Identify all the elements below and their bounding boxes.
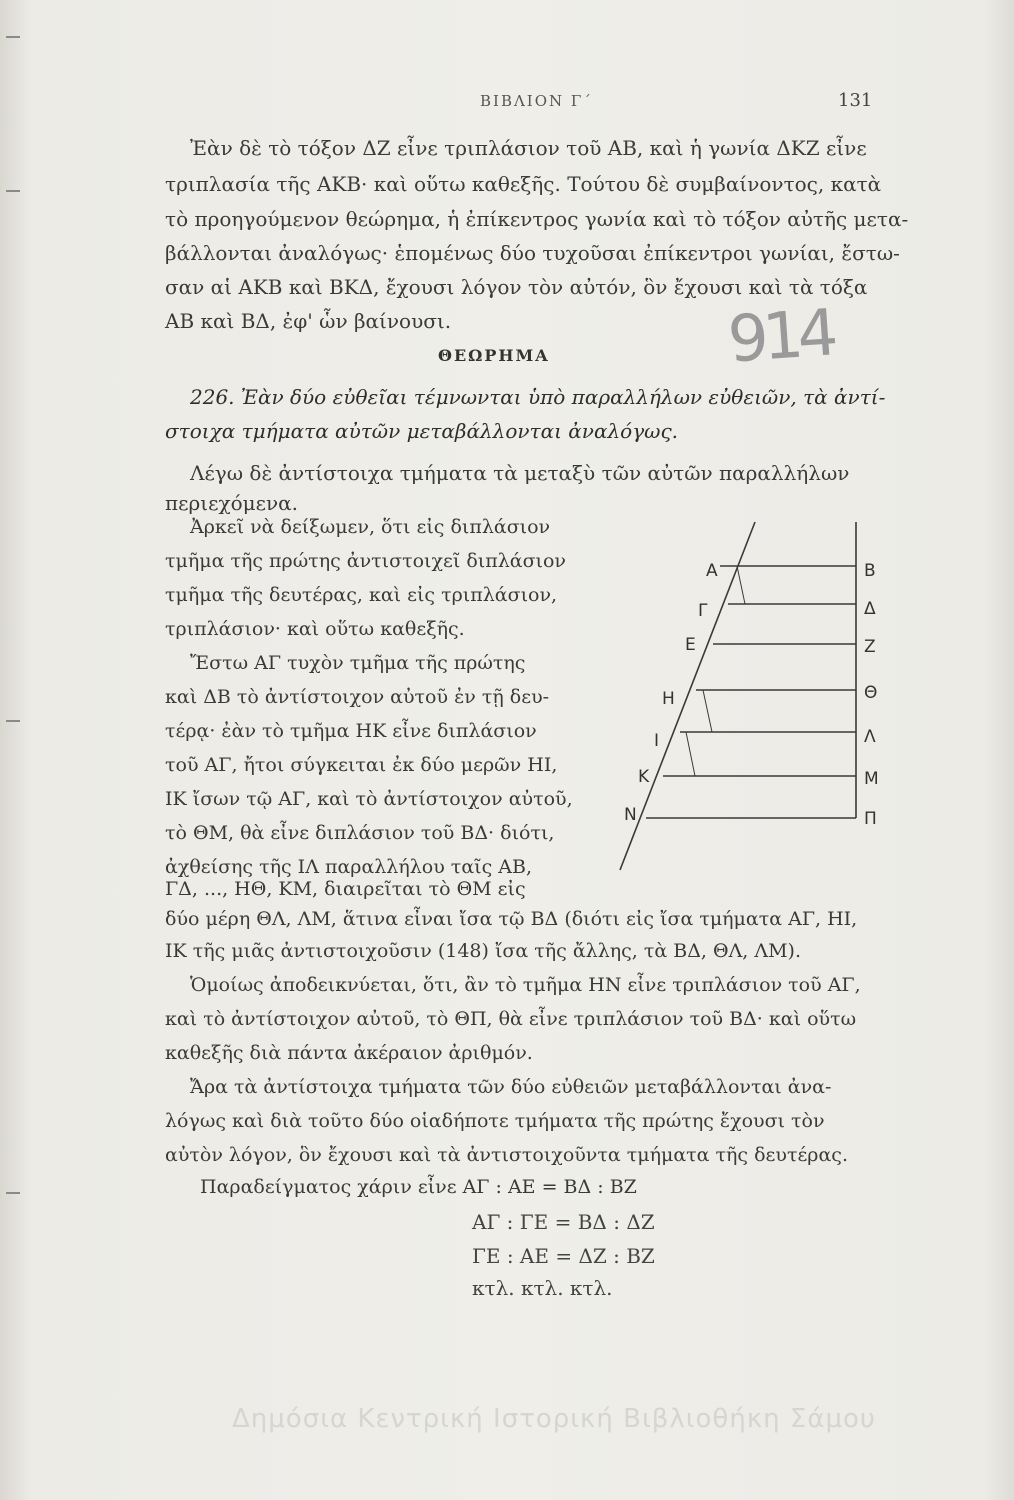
point-label: Ι — [654, 731, 660, 751]
text-line: τμῆμα τῆς δευτέρας, καὶ εἰς τριπλάσιον, — [165, 584, 558, 606]
point-label: Κ — [638, 767, 650, 787]
point-label: Ν — [624, 805, 637, 825]
equation: κτλ. κτλ. κτλ. — [472, 1276, 613, 1300]
point-label: Η — [662, 689, 675, 709]
text-line: Ἄρα τὰ ἀντίστοιχα τμήματα τῶν δύο εὐθειῶν μεταβάλλονται ἀνα- — [190, 1076, 832, 1098]
text-line: Ἔστω ΑΓ τυχὸν τμῆμα τῆς πρώτης — [190, 652, 526, 674]
text-line: λόγως καὶ διὰ τοῦτο δύο οἱαδήποτε τμήματα τῆς πρώτης ἔχουσι τὸν — [165, 1110, 825, 1132]
text-line: τριπλασία τῆς ΑΚΒ· καὶ οὕτω καθεξῆς. Τούτου δὲ συμβαίνοντος, κατὰ — [165, 172, 882, 196]
point-label: Δ — [864, 599, 876, 619]
running-head: ΒΙΒΛΙΟΝ Γ΄ — [480, 92, 593, 110]
text-line: βάλλονται ἀναλόγως· ἑπομένως δύο τυχοῦσαι ἐπίκεντροι γωνίαι, ἔστω- — [165, 241, 900, 265]
margin-mark — [6, 1192, 20, 1194]
point-label: Π — [864, 809, 877, 829]
point-label: Ε — [685, 635, 696, 655]
equation: ΓΕ : ΑΕ = ΔΖ : ΒΖ — [472, 1244, 655, 1268]
text-line: περιεχόμενα. — [165, 491, 299, 515]
text-line: Λέγω δὲ ἀντίστοιχα τμήματα τὰ μεταξὺ τῶν αὐτῶν παραλλήλων — [190, 461, 850, 485]
text-line: δύο μέρη ΘΛ, ΛΜ, ἅτινα εἶναι ἴσα τῷ ΒΔ (διότι εἰς ἴσα τμήματα ΑΓ, ΗΙ, — [165, 908, 858, 930]
page-number: 131 — [838, 90, 873, 111]
point-label: Λ — [864, 727, 876, 747]
text-line: καθεξῆς διὰ πάντα ἀκέραιον ἀριθμόν. — [165, 1042, 533, 1064]
text-line: Ὁμοίως ἀποδεικνύεται, ὅτι, ἂν τὸ τμῆμα ΗΝ εἶνε τριπλάσιον τοῦ ΑΓ, — [190, 974, 861, 996]
auxiliary-line — [686, 732, 695, 776]
library-watermark: Δημόσια Κεντρική Ιστορική Βιβλιοθήκη Σάμου — [232, 1404, 876, 1434]
point-label: Θ — [864, 683, 878, 703]
text-line: Ἐὰν δὲ τὸ τόξον ΔΖ εἶνε τριπλάσιον τοῦ ΑΒ, καὶ ἡ γωνία ΔΚΖ εἶνε — [190, 136, 867, 160]
text-line: ΙΚ ἴσων τῷ ΑΓ, καὶ τὸ ἀντίστοιχον αὐτοῦ, — [165, 788, 573, 810]
auxiliary-line — [703, 690, 712, 732]
parallel-lines-figure — [600, 520, 900, 890]
text-line: σαν αἱ ΑΚΒ καὶ ΒΚΔ, ἔχουσι λόγον τὸν αὐτόν, ὃν ἔχουσι καὶ τὰ τόξα — [165, 275, 868, 299]
text-line: τὸ προηγούμενον θεώρημα, ἡ ἐπίκεντρος γωνία καὶ τὸ τόξον αὐτῆς μετα- — [165, 207, 909, 231]
point-label: Μ — [864, 769, 879, 789]
theorem-line: 226. Ἐὰν δύο εὐθεῖαι τέμνωνται ὑπὸ παραλλήλων εὐθειῶν, τὰ ἀντί- — [190, 385, 886, 409]
text-line: ΙΚ τῆς μιᾶς ἀντιστοιχοῦσιν (148) ἴσα τῆς ἄλλης, τὰ ΒΔ, ΘΛ, ΛΜ). — [165, 940, 802, 962]
text-line: τριπλάσιον· καὶ οὕτω καθεξῆς. — [165, 618, 465, 640]
text-line: ἀχθείσης τῆς ΙΛ παραλλήλου ταῖς ΑΒ, — [165, 856, 533, 878]
text-line: ΑΒ καὶ ΒΔ, ἐφ' ὧν βαίνουσι. — [165, 309, 452, 333]
text-line: καὶ τὸ ἀντίστοιχον αὐτοῦ, τὸ ΘΠ, θὰ εἶνε τριπλάσιον τοῦ ΒΔ· καὶ οὕτω — [165, 1008, 857, 1030]
text-line: τοῦ ΑΓ, ἤτοι σύγκειται ἐκ δύο μερῶν ΗΙ, — [165, 754, 558, 776]
point-label: Α — [706, 561, 718, 581]
margin-mark — [6, 720, 20, 722]
point-label: Ζ — [864, 637, 876, 657]
text-line: Ἀρκεῖ νὰ δείξωμεν, ὅτι εἰς διπλάσιον — [190, 516, 551, 538]
text-line: τὸ ΘΜ, θὰ εἶνε διπλάσιον τοῦ ΒΔ· διότι, — [165, 822, 555, 844]
theorem-heading: ΘΕΩΡΗΜΑ — [438, 346, 550, 365]
point-label: Γ — [698, 601, 708, 621]
text-line: τμῆμα τῆς πρώτης ἀντιστοιχεῖ διπλάσιον — [165, 550, 566, 572]
theorem-line: στοιχα τμήματα αὐτῶν μεταβάλλονται ἀναλόγως. — [165, 419, 679, 443]
equation: ΑΓ : ΓΕ = ΒΔ : ΔΖ — [472, 1210, 655, 1234]
text-line: αὐτὸν λόγον, ὃν ἔχουσι καὶ τὰ ἀντιστοιχοῦντα τμήματα τῆς δευτέρας. — [165, 1144, 848, 1166]
margin-mark — [6, 190, 20, 192]
text-line: τέρᾳ· ἐὰν τὸ τμῆμα ΗΚ εἶνε διπλάσιον — [165, 720, 537, 742]
text-line: καὶ ΔΒ τὸ ἀντίστοιχον αὐτοῦ ἐν τῇ δευ- — [165, 686, 550, 708]
text-line: Παραδείγματος χάριν εἶνε ΑΓ : ΑΕ = ΒΔ : ΒΖ — [200, 1176, 637, 1198]
auxiliary-line — [737, 566, 745, 604]
point-label: Β — [864, 561, 876, 581]
handwritten-note: 914 — [725, 296, 835, 378]
margin-mark — [6, 36, 20, 38]
text-line: ΓΔ, ..., ΗΘ, ΚΜ, διαιρεῖται τὸ ΘΜ εἰς — [165, 878, 526, 900]
